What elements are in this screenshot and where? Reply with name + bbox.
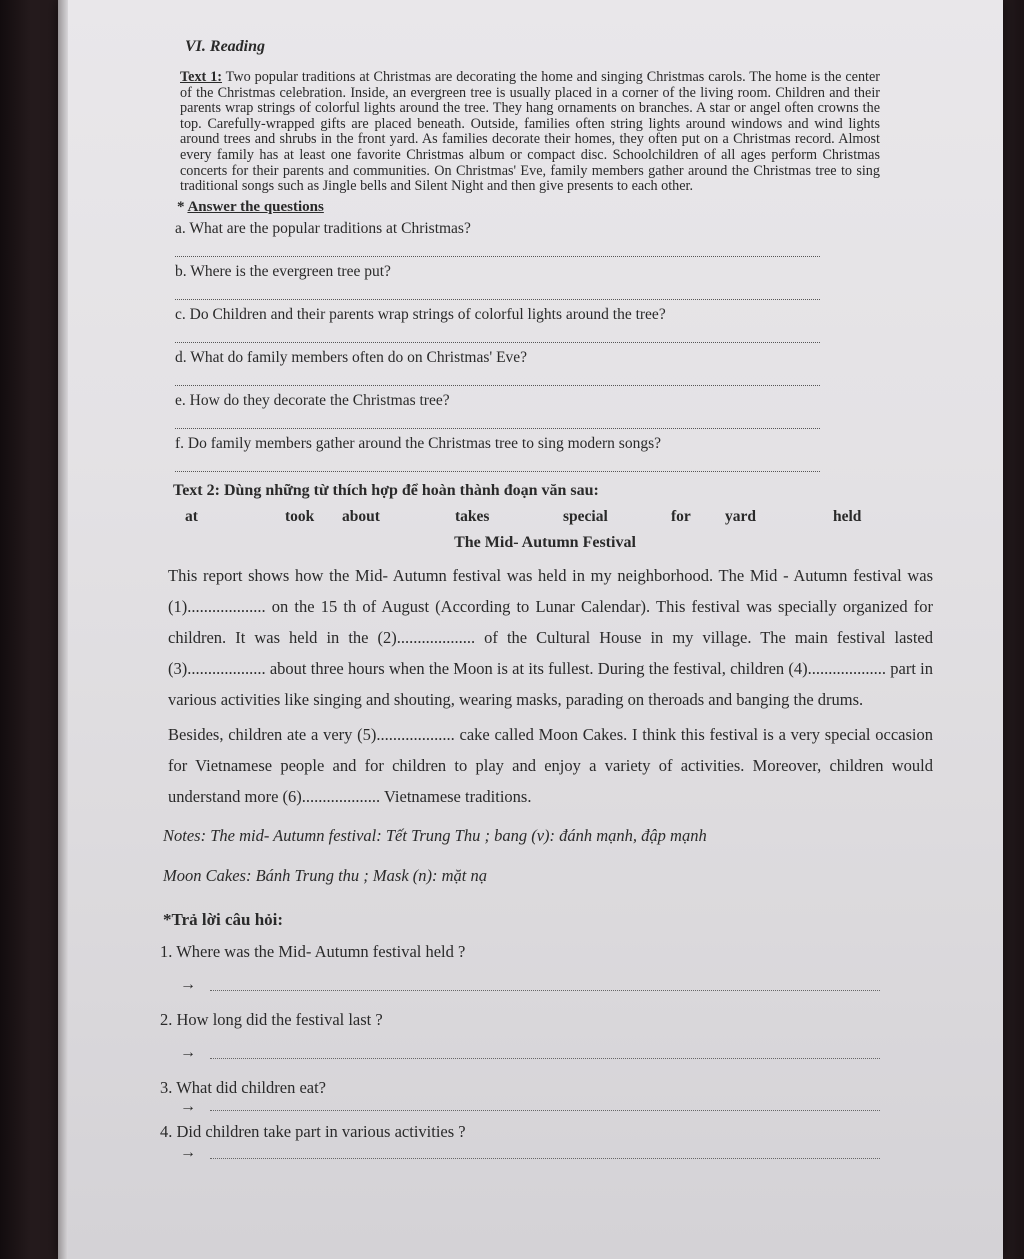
arrow-icon: → xyxy=(180,1097,196,1115)
text1-body: Two popular traditions at Christmas are decorating the home and singing Christmas carols. The home is the center of the Christmas celebration. Inside, an evergreen tree is usually placed in a corner of the living room. Children and their parents wrap strings of colorful lights around the tree. They hang ornaments on branches. A star or angel often crowns the top. Carefully-wrapped gifts are placed beneath. Outside, families often string lights around windows and wind lights around trees and shrubs in the front yard. As families decorate their homes, they often put on a Christmas record. Almost every family has at least one favorite Christmas album or compact disc. Schoolchildren of all ages perform Christmas concerts for their parents and communities. On Christmas' Eve, family members gather around the Christmas tree to sing traditional songs such as Jingle bells and Silent Night and then give presents to each other. xyxy=(180,69,880,195)
dotted-line xyxy=(210,1158,880,1159)
passage-title: The Mid- Autumn Festival xyxy=(454,533,636,551)
answer-prefix: * xyxy=(177,198,188,215)
text2-heading: Text 2: Dùng những từ thích hợp để hoàn thành đoạn văn sau: xyxy=(173,481,599,499)
answer-questions-label: Answer the questions xyxy=(187,198,324,215)
dotted-line xyxy=(210,1110,880,1111)
passage-paragraph-2: Besides, children ate a very (5)................... cake called Moon Cakes. I think this festival is a very special occasion for Vietnamese people and for children to play and enjoy a variety of activities. Moreover, children would understand more (6)................... Vietnamese traditions. xyxy=(168,724,933,806)
arrow-icon: → xyxy=(180,1043,196,1061)
word-special: special xyxy=(563,507,608,525)
answer-line-d[interactable] xyxy=(175,367,820,386)
worksheet-content xyxy=(105,38,933,1176)
answer-line-e[interactable] xyxy=(175,410,820,429)
answer-line-b[interactable] xyxy=(175,281,820,300)
word-takes: takes xyxy=(455,507,490,525)
arrow-icon: → xyxy=(180,1143,196,1161)
question-d: d. What do family members often do on Christmas' Eve? xyxy=(175,348,528,366)
answer-line-f[interactable] xyxy=(175,453,820,472)
passage-paragraph-1: This report shows how the Mid- Autumn festival was held in my neighborhood. The Mid - Autumn festival was (1)................... on the 15 th of August (According to Lunar Calendar). This festival was specially organized for children. It was held in the (2)................... of the Cultural House in my village. The main festival lasted (3)................... about three hours when the Moon is at its fullest. During the festival, children (4)................... part in various activities like singing and shouting, wearing masks, parading on theroads and banging the drums. xyxy=(168,565,933,709)
question-c: c. Do Children and their parents wrap strings of colorful lights around the tree? xyxy=(175,305,666,323)
dotted-line xyxy=(210,990,880,991)
answer-line-1[interactable] xyxy=(160,962,880,1000)
word-for: for xyxy=(671,507,691,525)
answer-line-c[interactable] xyxy=(175,324,820,343)
question-2: 2. How long did the festival last ? xyxy=(160,1009,383,1029)
question-a: a. What are the popular traditions at Christmas? xyxy=(175,219,471,237)
question-4: 4. Did children take part in various activities ? xyxy=(160,1121,466,1141)
answer-questions-heading xyxy=(177,199,925,216)
word-held: held xyxy=(833,507,862,525)
word-at: at xyxy=(185,507,198,525)
text1-label: Text 1: xyxy=(180,69,223,85)
answer-line-2[interactable] xyxy=(160,1030,880,1068)
answer-line-4[interactable] xyxy=(160,1142,880,1166)
paper-edge xyxy=(58,0,68,1259)
note-2: Moon Cakes: Bánh Trung thu ; Mask (n): mặt nạ xyxy=(163,865,488,885)
question-f: f. Do family members gather around the Christmas tree to sing modern songs? xyxy=(175,434,661,452)
answer-line-3[interactable] xyxy=(160,1098,880,1118)
answer-line-a[interactable] xyxy=(175,238,820,257)
word-bank xyxy=(105,508,925,530)
section-title: VI. Reading xyxy=(185,38,266,55)
question-3: 3. What did children eat? xyxy=(160,1077,327,1097)
word-took: took xyxy=(285,507,315,525)
text1-paragraph xyxy=(180,70,880,195)
dotted-line xyxy=(210,1058,880,1059)
word-yard: yard xyxy=(725,507,756,525)
note-1: Notes: The mid- Autumn festival: Tết Trung Thu ; bang (v): đánh mạnh, đập mạnh xyxy=(163,825,707,845)
word-about: about xyxy=(342,507,380,525)
question-e: e. How do they decorate the Christmas tree? xyxy=(175,391,450,409)
question-b: b. Where is the evergreen tree put? xyxy=(175,262,391,280)
arrow-icon: → xyxy=(180,975,196,993)
question-1: 1. Where was the Mid- Autumn festival held ? xyxy=(160,941,466,961)
answer-heading: *Trả lời câu hỏi: xyxy=(163,909,284,929)
